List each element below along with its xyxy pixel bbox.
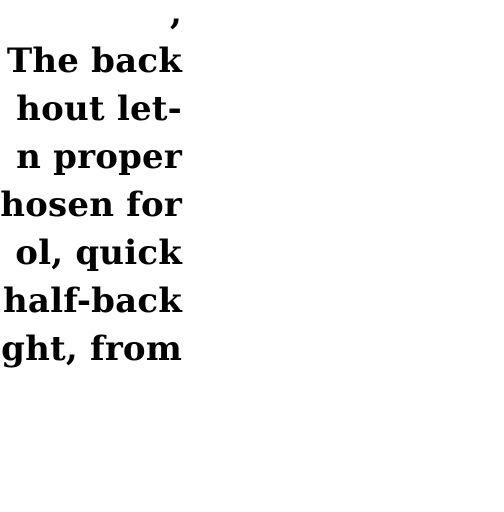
text-line-4: n proper — [16, 137, 182, 177]
text-line-8: ght, from — [1, 329, 182, 369]
text-column — [0, 0, 182, 373]
text-line-5: hosen for — [0, 185, 182, 225]
text-line-1: , — [169, 0, 182, 33]
text-line-2: The back — [6, 41, 182, 81]
text-line-7: half-back — [2, 281, 182, 321]
text-line-6: ol, quick — [15, 233, 182, 273]
text-line-3: hout let- — [16, 89, 182, 129]
